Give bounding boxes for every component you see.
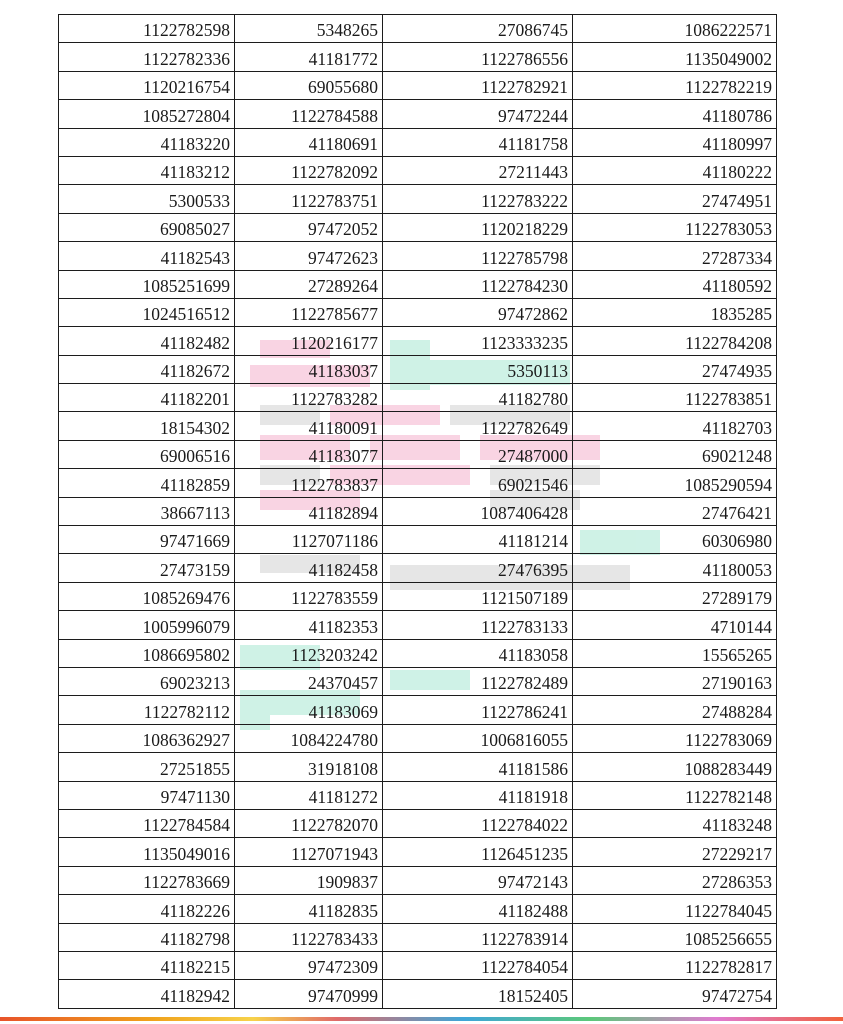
table-cell: 1122783069 (573, 724, 777, 752)
table-cell: 97472052 (235, 213, 383, 241)
table-cell: 41183077 (235, 440, 383, 468)
table-cell: 27287334 (573, 242, 777, 270)
table-cell: 27488284 (573, 696, 777, 724)
table-cell: 1122782148 (573, 781, 777, 809)
table-cell: 1120218229 (383, 213, 573, 241)
table-cell: 1122783053 (573, 213, 777, 241)
table-cell: 41182482 (59, 327, 235, 355)
table-cell: 1122784054 (383, 951, 573, 979)
table-row (59, 185, 777, 213)
table-cell: 41182835 (235, 895, 383, 923)
table-cell: 41182859 (59, 469, 235, 497)
table-cell: 27476421 (573, 497, 777, 525)
table-cell: 41182672 (59, 355, 235, 383)
table-cell: 41180786 (573, 100, 777, 128)
table-cell: 1085269476 (59, 582, 235, 610)
table-cell: 41183037 (235, 355, 383, 383)
table-row (59, 639, 777, 667)
table-cell: 97472754 (573, 980, 777, 1008)
table-row (59, 298, 777, 326)
table-cell: 1120216754 (59, 71, 235, 99)
table-body (59, 15, 777, 1009)
table-cell: 41182798 (59, 923, 235, 951)
table-cell: 1122782921 (383, 71, 573, 99)
table-cell: 1085251699 (59, 270, 235, 298)
table-cell: 97472623 (235, 242, 383, 270)
table-cell: 1087406428 (383, 497, 573, 525)
table-row (59, 696, 777, 724)
table-cell: 41182543 (59, 242, 235, 270)
table-cell: 41182488 (383, 895, 573, 923)
table-cell: 41183248 (573, 809, 777, 837)
table-cell: 5300533 (59, 185, 235, 213)
table-cell: 24370457 (235, 667, 383, 695)
table-cell: 97472309 (235, 951, 383, 979)
table-cell: 41181758 (383, 128, 573, 156)
table-cell: 1122783837 (235, 469, 383, 497)
table-cell: 41182780 (383, 384, 573, 412)
table-cell: 27474935 (573, 355, 777, 383)
table-cell: 5350113 (383, 355, 573, 383)
table-cell: 1127071943 (235, 838, 383, 866)
table-cell: 1085256655 (573, 923, 777, 951)
table-cell: 1084224780 (235, 724, 383, 752)
table-cell: 60306980 (573, 526, 777, 554)
table-cell: 27190163 (573, 667, 777, 695)
table-cell: 1122782817 (573, 951, 777, 979)
table-cell: 1122782489 (383, 667, 573, 695)
table-row (59, 951, 777, 979)
table-row (59, 895, 777, 923)
table-row (59, 497, 777, 525)
table-row (59, 412, 777, 440)
table-cell: 97471130 (59, 781, 235, 809)
table-row (59, 667, 777, 695)
table-cell: 1088283449 (573, 753, 777, 781)
table-cell: 27474951 (573, 185, 777, 213)
table-row (59, 724, 777, 752)
table-cell: 1127071186 (235, 526, 383, 554)
table-row (59, 980, 777, 1008)
table-cell: 1122782336 (59, 43, 235, 71)
table-cell: 1024516512 (59, 298, 235, 326)
table-cell: 1122782112 (59, 696, 235, 724)
table-cell: 15565265 (573, 639, 777, 667)
table-cell: 69085027 (59, 213, 235, 241)
table-row (59, 384, 777, 412)
table-cell: 1122783133 (383, 611, 573, 639)
table-cell: 5348265 (235, 15, 383, 43)
table-cell: 97472244 (383, 100, 573, 128)
table-cell: 41180091 (235, 412, 383, 440)
table-cell: 1086222571 (573, 15, 777, 43)
table-cell: 1122783914 (383, 923, 573, 951)
table-cell: 27289264 (235, 270, 383, 298)
table-cell: 27289179 (573, 582, 777, 610)
table-row (59, 128, 777, 156)
table-cell: 69021546 (383, 469, 573, 497)
table-cell: 41182353 (235, 611, 383, 639)
table-row (59, 71, 777, 99)
table-cell: 41183212 (59, 156, 235, 184)
table-cell: 27473159 (59, 554, 235, 582)
table-cell: 1085290594 (573, 469, 777, 497)
table-cell: 1122786556 (383, 43, 573, 71)
table-cell: 1122782598 (59, 15, 235, 43)
table-cell: 1121507189 (383, 582, 573, 610)
table-cell: 97472143 (383, 866, 573, 894)
table-cell: 41182703 (573, 412, 777, 440)
table-cell: 1086695802 (59, 639, 235, 667)
table-row (59, 242, 777, 270)
table-row (59, 355, 777, 383)
table-cell: 41181586 (383, 753, 573, 781)
table-row (59, 809, 777, 837)
table-cell: 27286353 (573, 866, 777, 894)
table-row (59, 270, 777, 298)
table-cell: 41182458 (235, 554, 383, 582)
table-row (59, 923, 777, 951)
table-row (59, 554, 777, 582)
table-cell: 41183058 (383, 639, 573, 667)
table-cell: 41181272 (235, 781, 383, 809)
table-cell: 31918108 (235, 753, 383, 781)
table-cell: 1122785798 (383, 242, 573, 270)
table-cell: 97470999 (235, 980, 383, 1008)
table-cell: 1122783751 (235, 185, 383, 213)
table-cell: 1122784230 (383, 270, 573, 298)
table-row (59, 100, 777, 128)
table-cell: 1135049002 (573, 43, 777, 71)
table-cell: 1006816055 (383, 724, 573, 752)
table-cell: 1835285 (573, 298, 777, 326)
table-cell: 69006516 (59, 440, 235, 468)
table-cell: 41181214 (383, 526, 573, 554)
table-cell: 1085272804 (59, 100, 235, 128)
table-row (59, 781, 777, 809)
table-row (59, 213, 777, 241)
table-cell: 1122783433 (235, 923, 383, 951)
table-cell: 41182894 (235, 497, 383, 525)
table-cell: 27229217 (573, 838, 777, 866)
table-cell: 1122783222 (383, 185, 573, 213)
table-cell: 27251855 (59, 753, 235, 781)
table-cell: 1123203242 (235, 639, 383, 667)
table-cell: 41182226 (59, 895, 235, 923)
table-cell: 1122782219 (573, 71, 777, 99)
table-cell: 41181772 (235, 43, 383, 71)
table-row (59, 611, 777, 639)
table-cell: 1122783669 (59, 866, 235, 894)
table-cell: 4710144 (573, 611, 777, 639)
table-cell: 38667113 (59, 497, 235, 525)
table-cell: 1122783282 (235, 384, 383, 412)
table-cell: 69021248 (573, 440, 777, 468)
table-cell: 41183220 (59, 128, 235, 156)
table-row (59, 753, 777, 781)
table-row (59, 526, 777, 554)
table-cell: 1135049016 (59, 838, 235, 866)
table-cell: 1005996079 (59, 611, 235, 639)
table-cell: 18154302 (59, 412, 235, 440)
table-cell: 41180691 (235, 128, 383, 156)
table-cell: 1909837 (235, 866, 383, 894)
table-cell: 1126451235 (383, 838, 573, 866)
table-row (59, 582, 777, 610)
table-cell: 18152405 (383, 980, 573, 1008)
table-cell: 41180222 (573, 156, 777, 184)
table-row (59, 43, 777, 71)
table-cell: 1122784022 (383, 809, 573, 837)
table-cell: 69023213 (59, 667, 235, 695)
table-row (59, 469, 777, 497)
table-cell: 1122784588 (235, 100, 383, 128)
table-cell: 41180997 (573, 128, 777, 156)
table-cell: 1123333235 (383, 327, 573, 355)
table-row (59, 440, 777, 468)
table-row (59, 838, 777, 866)
table-cell: 41183069 (235, 696, 383, 724)
table-cell: 27476395 (383, 554, 573, 582)
table-cell: 1122784584 (59, 809, 235, 837)
table-row (59, 327, 777, 355)
table-cell: 41182201 (59, 384, 235, 412)
table-cell: 27211443 (383, 156, 573, 184)
table-cell: 1122782649 (383, 412, 573, 440)
table-cell: 1122783851 (573, 384, 777, 412)
table-row (59, 15, 777, 43)
table-cell: 41182942 (59, 980, 235, 1008)
table-cell: 41181918 (383, 781, 573, 809)
table-cell: 27086745 (383, 15, 573, 43)
bottom-color-strip (0, 1017, 843, 1021)
table-cell: 97472862 (383, 298, 573, 326)
table-cell: 41180053 (573, 554, 777, 582)
table-cell: 1122786241 (383, 696, 573, 724)
table-row (59, 156, 777, 184)
table-cell: 1122782092 (235, 156, 383, 184)
table-cell: 1122785677 (235, 298, 383, 326)
table-cell: 1086362927 (59, 724, 235, 752)
table-cell: 69055680 (235, 71, 383, 99)
table-cell: 1120216177 (235, 327, 383, 355)
table-cell: 41180592 (573, 270, 777, 298)
table-cell: 1122783559 (235, 582, 383, 610)
table-cell: 27487000 (383, 440, 573, 468)
table-cell: 1122784045 (573, 895, 777, 923)
number-table (58, 14, 777, 1009)
table-cell: 41182215 (59, 951, 235, 979)
table-cell: 1122784208 (573, 327, 777, 355)
table-cell: 97471669 (59, 526, 235, 554)
table-cell: 1122782070 (235, 809, 383, 837)
table-row (59, 866, 777, 894)
